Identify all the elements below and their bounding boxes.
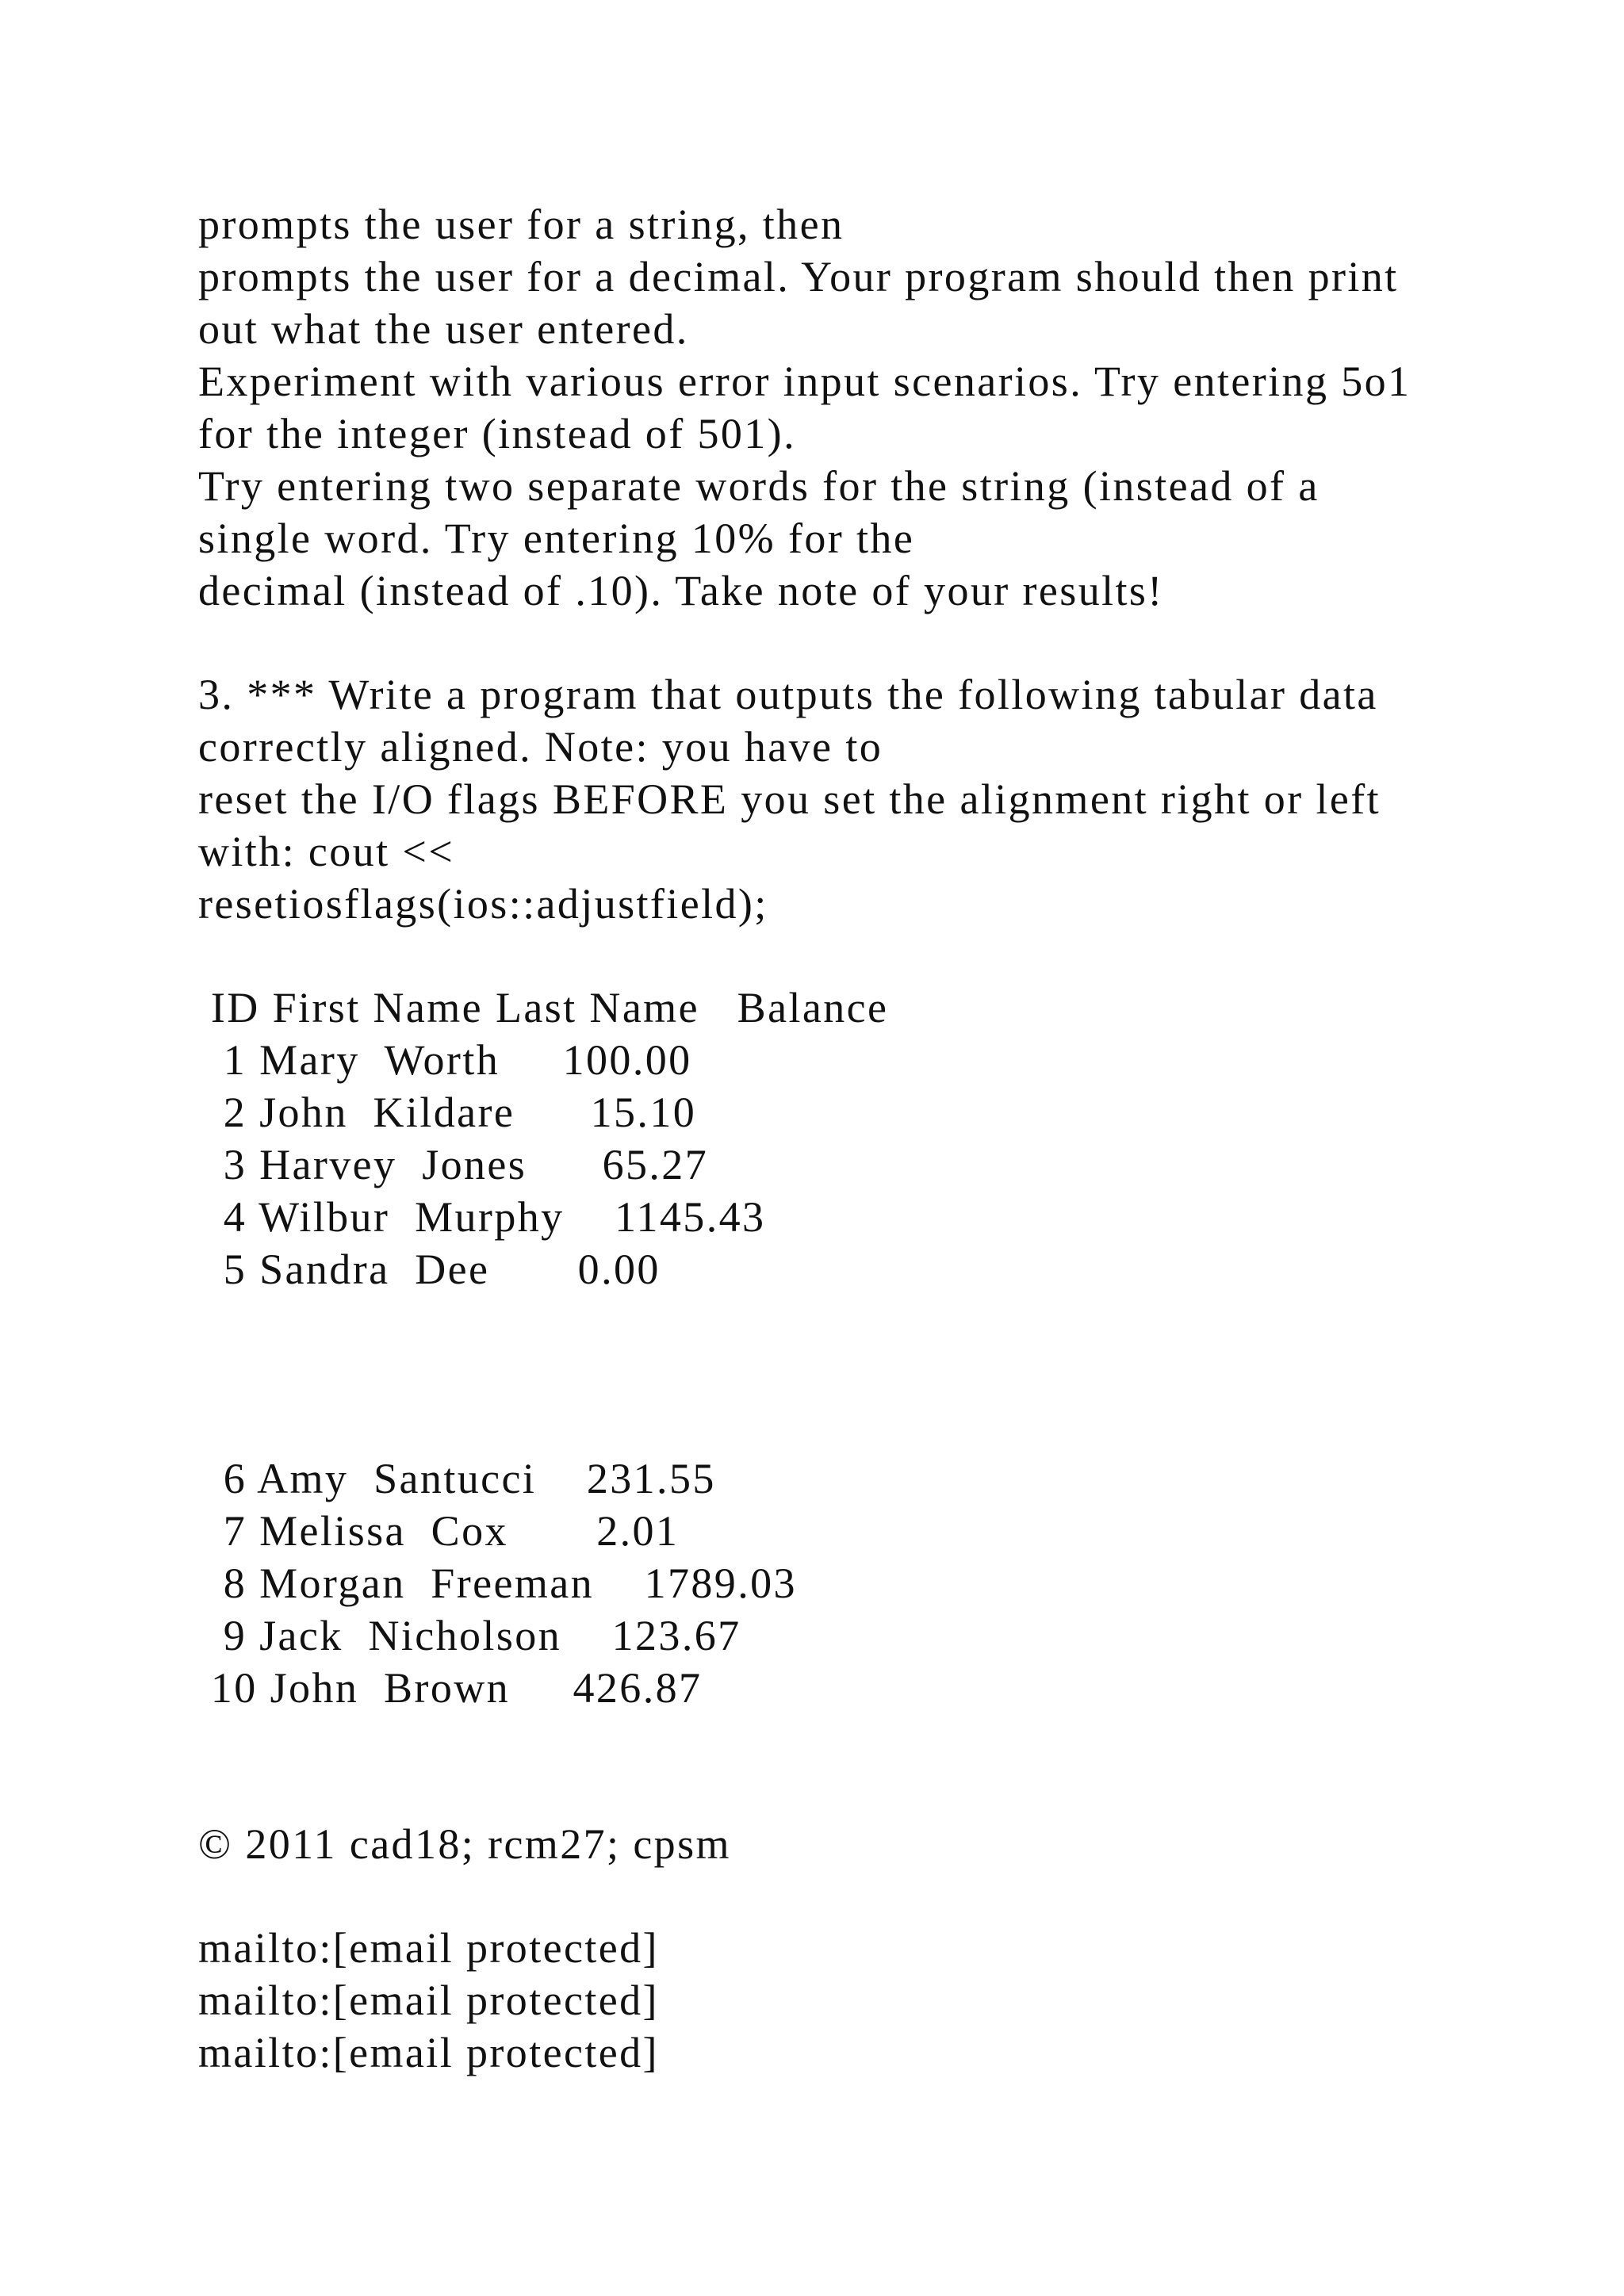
exercise3-line: with: cout <<	[198, 828, 455, 875]
exercise3-line: correctly aligned. Note: you have to	[198, 723, 883, 771]
table-row: 5 Sandra Dee 0.00	[198, 1246, 661, 1293]
table-row: 9 Jack Nicholson 123.67	[198, 1612, 741, 1659]
table-row: 7 Melissa Cox 2.01	[198, 1507, 680, 1555]
exercise3-line: reset the I/O flags BEFORE you set the alignment right or left	[198, 775, 1381, 823]
table-header: ID First Name Last Name Balance	[198, 984, 889, 1031]
intro-line: prompts the user for a string, then	[198, 201, 845, 248]
table-row: 2 John Kildare 15.10	[198, 1089, 697, 1136]
mailto-link[interactable]: mailto:[email protected]	[198, 2029, 659, 2076]
intro-line: decimal (instead of .10). Take note of your results!	[198, 567, 1164, 614]
copyright-text: © 2011 cad18; rcm27; cpsm	[198, 1820, 731, 1868]
mailto-link[interactable]: mailto:[email protected]	[198, 1924, 659, 1972]
intro-line: Try entering two separate words for the string (instead of a	[198, 462, 1320, 510]
intro-line: out what the user entered.	[198, 305, 689, 353]
table-row: 4 Wilbur Murphy 1145.43	[198, 1193, 766, 1241]
intro-line: prompts the user for a decimal. Your program should then print	[198, 253, 1399, 300]
table-row: 8 Morgan Freeman 1789.03	[198, 1559, 797, 1607]
intro-line: Experiment with various error input scenarios. Try entering 5o1	[198, 358, 1411, 405]
intro-line: single word. Try entering 10% for the	[198, 515, 915, 562]
mailto-link[interactable]: mailto:[email protected]	[198, 1976, 659, 2024]
intro-line: for the integer (instead of 501).	[198, 410, 796, 457]
exercise3-line: 3. *** Write a program that outputs the following tabular data	[198, 671, 1378, 718]
table-row: 10 John Brown 426.87	[198, 1664, 703, 1712]
table-row: 3 Harvey Jones 65.27	[198, 1141, 709, 1188]
table-row: 6 Amy Santucci 231.55	[198, 1455, 716, 1502]
table-row: 1 Mary Worth 100.00	[198, 1036, 692, 1084]
exercise3-line: resetiosflags(ios::adjustfield);	[198, 880, 768, 928]
